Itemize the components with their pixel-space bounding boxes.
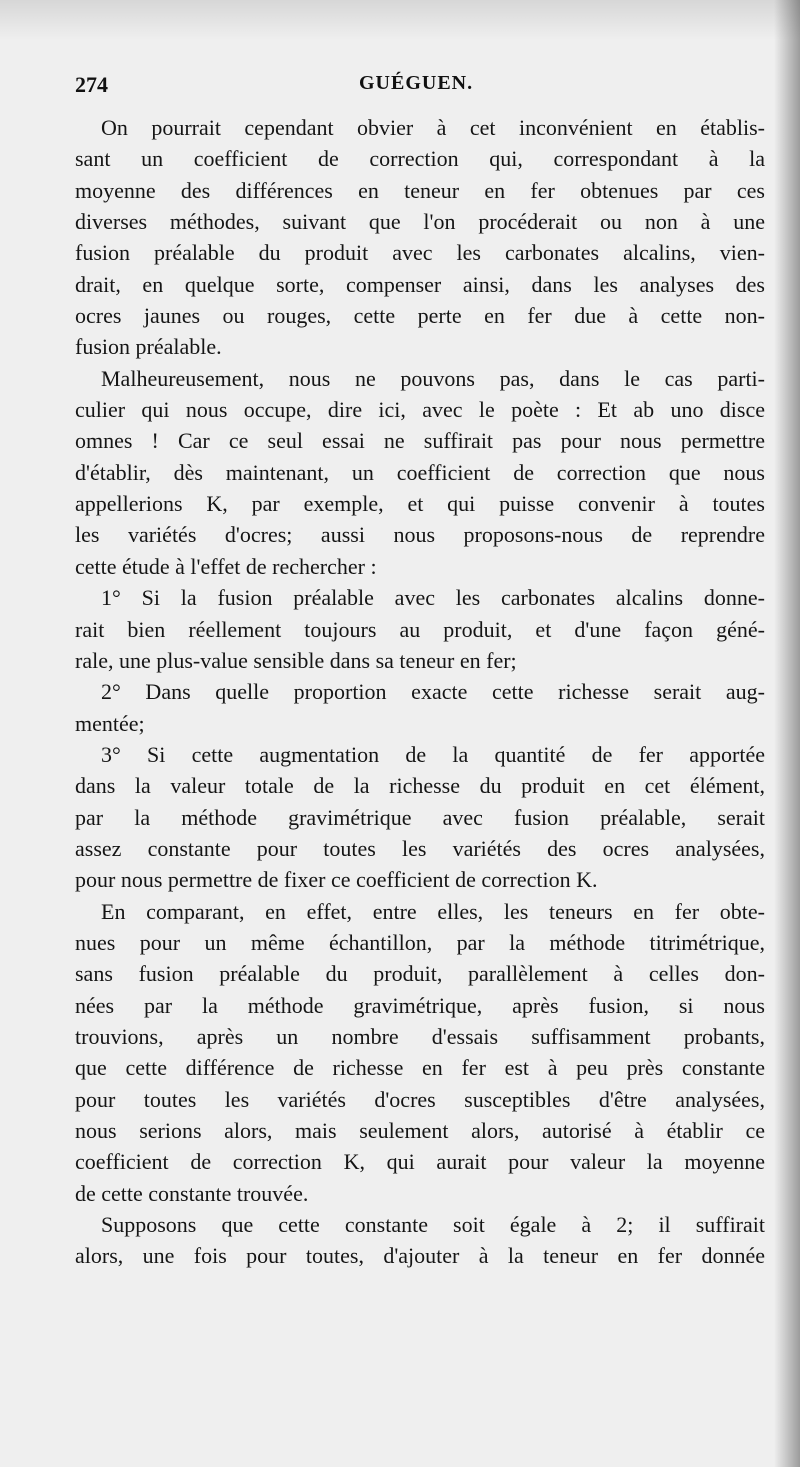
text-line: ocres jaunes ou rouges, cette perte en fer due à cette non-	[75, 303, 765, 329]
text-line: alors, une fois pour toutes, d'ajouter à la teneur en fer donnée	[75, 1243, 765, 1269]
text-line: En comparant, en effet, entre elles, les teneurs en fer obte-	[101, 898, 765, 924]
text-line: cette étude à l'effet de rechercher :	[75, 553, 377, 579]
text-line: omnes ! Car ce seul essai ne suffirait pas pour nous permettre	[75, 428, 765, 454]
text-line: 1° Si la fusion préalable avec les carbonates alcalins donne-	[101, 585, 765, 611]
text-line: pour nous permettre de fixer ce coefficient de correction K.	[75, 867, 598, 893]
text-line: 3° Si cette augmentation de la quantité de fer apportée	[101, 741, 765, 767]
text-line: que cette différence de richesse en fer est à peu près constante	[75, 1055, 765, 1081]
text-line: Malheureusement, nous ne pouvons pas, dans le cas parti-	[101, 365, 765, 391]
text-line: appellerions K, par exemple, et qui puisse convenir à toutes	[75, 491, 765, 517]
text-line: moyenne des différences en teneur en fer obtenues par ces	[75, 177, 765, 203]
text-line: pour toutes les variétés d'ocres susceptibles d'être analysées,	[75, 1086, 765, 1112]
body-text	[75, 112, 765, 1272]
page-header	[75, 72, 765, 106]
text-line: d'établir, dès maintenant, un coefficient de correction que nous	[75, 459, 765, 485]
page-number: 274	[75, 72, 108, 97]
text-line: les variétés d'ocres; aussi nous proposons-nous de reprendre	[75, 522, 765, 548]
text-line: 2° Dans quelle proportion exacte cette richesse serait aug-	[101, 679, 765, 705]
text-line: On pourrait cependant obvier à cet inconvénient en établis-	[101, 115, 765, 140]
text-line: nées par la méthode gravimétrique, après fusion, si nous	[75, 992, 765, 1018]
text-line: rait bien réellement toujours au produit, et d'une façon géné-	[75, 616, 765, 642]
text-line: sans fusion préalable du produit, parallèlement à celles don-	[75, 961, 765, 987]
text-line: drait, en quelque sorte, compenser ainsi, dans les analyses des	[75, 271, 765, 297]
text-line: diverses méthodes, suivant que l'on procéderait ou non à une	[75, 209, 765, 235]
text-line: culier qui nous occupe, dire ici, avec le poète : Et ab uno disce	[75, 397, 765, 423]
text-line: assez constante pour toutes les variétés des ocres analysées,	[75, 835, 765, 861]
text-line: mentée;	[75, 710, 145, 736]
text-line: Supposons que cette constante soit égale à 2; il suffirait	[101, 1212, 765, 1238]
running-head: GUÉGUEN.	[359, 72, 474, 94]
text-line: rale, une plus-value sensible dans sa teneur en fer;	[75, 647, 517, 673]
text-line: nues pour un même échantillon, par la méthode titrimétrique,	[75, 929, 765, 955]
scan-edge-shadow	[774, 0, 800, 1467]
text-line: par la méthode gravimétrique avec fusion préalable, serait	[75, 804, 765, 830]
scan-top-shadow	[0, 0, 800, 40]
text-line: fusion préalable.	[75, 334, 222, 360]
text-line: coefficient de correction K, qui aurait pour valeur la moyenne	[75, 1149, 765, 1175]
text-line: sant un coefficient de correction qui, correspondant à la	[75, 146, 765, 172]
text-line: trouvions, après un nombre d'essais suffisamment probants,	[75, 1023, 765, 1049]
text-line: nous serions alors, mais seulement alors, autorisé à établir ce	[75, 1118, 765, 1143]
text-line: de cette constante trouvée.	[75, 1180, 309, 1206]
text-line: dans la valeur totale de la richesse du produit en cet élément,	[75, 773, 765, 799]
text-line: fusion préalable du produit avec les carbonates alcalins, vien-	[75, 240, 765, 266]
